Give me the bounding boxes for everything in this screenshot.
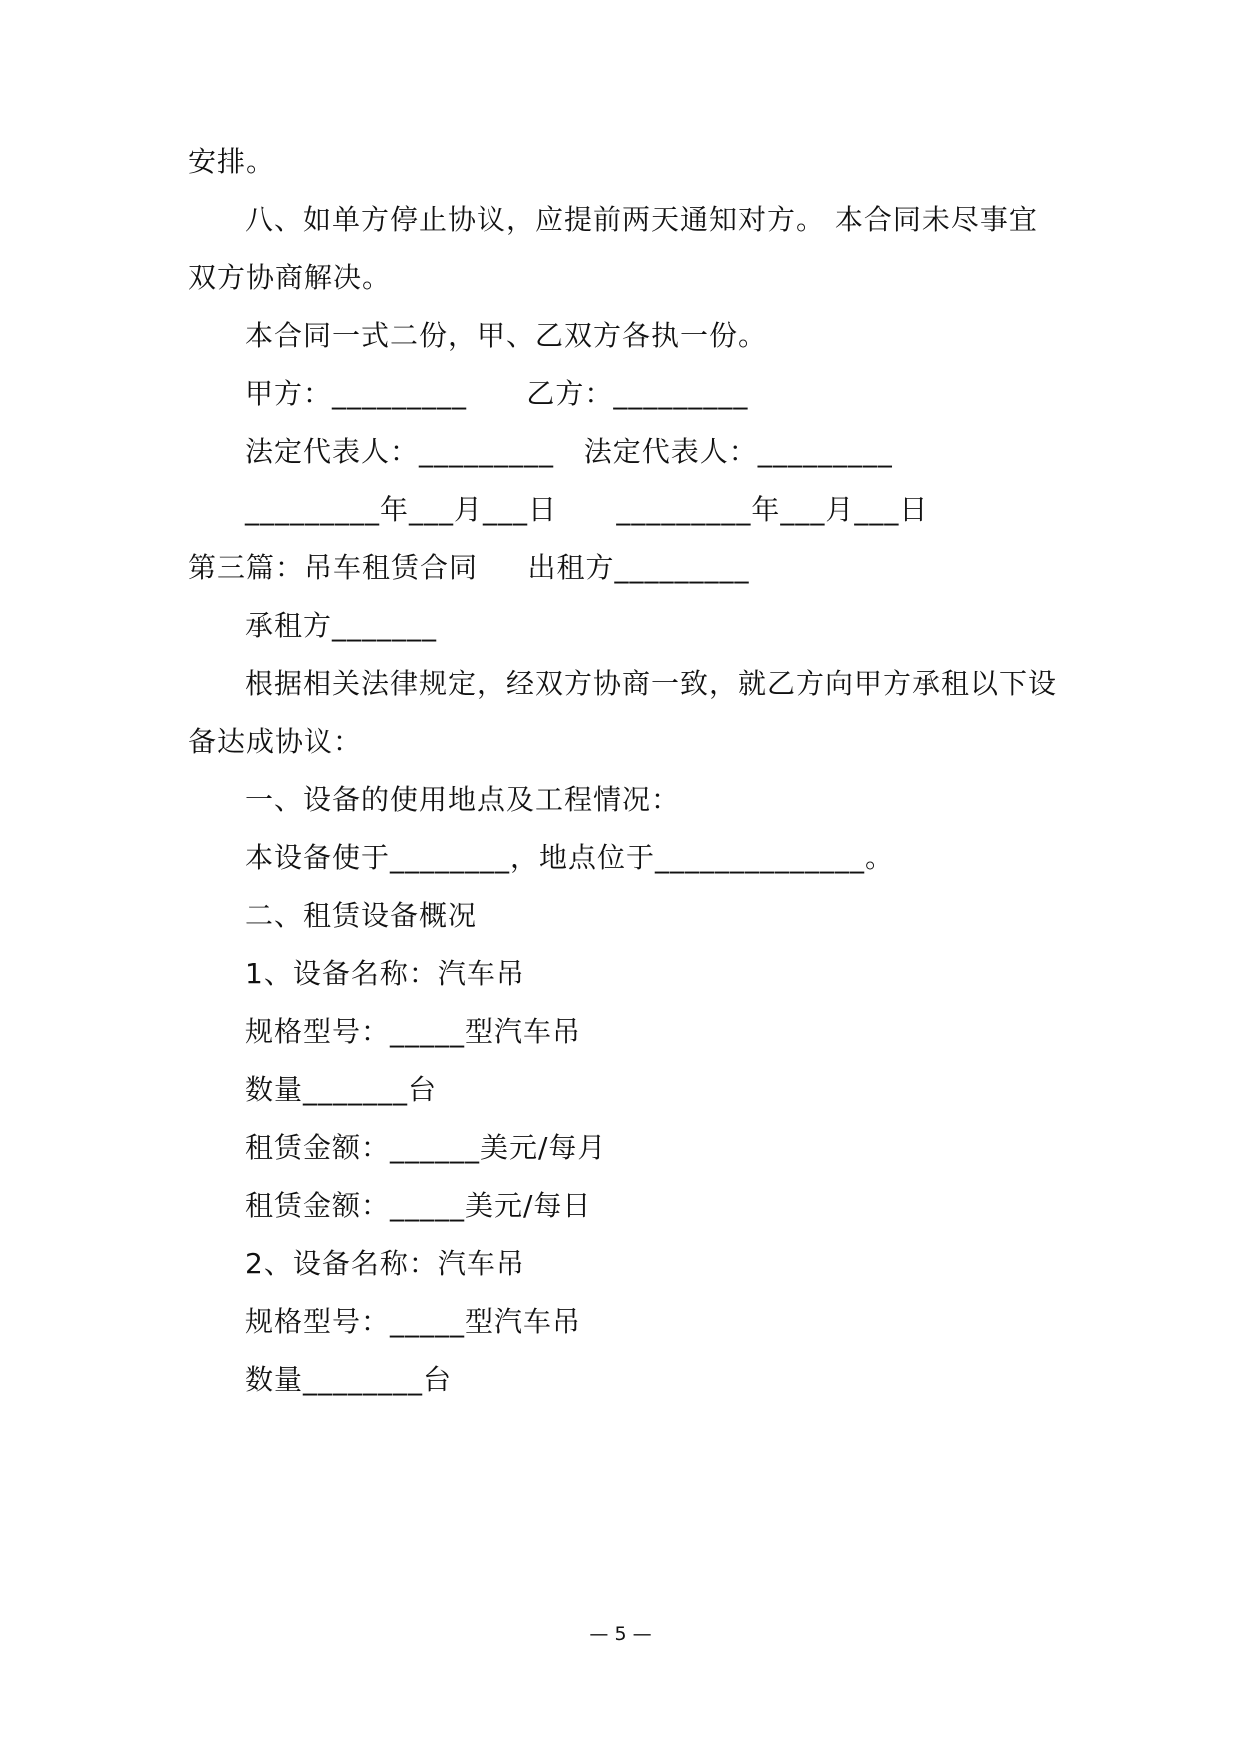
clause-two-heading: 二、租赁设备概况 <box>245 899 478 932</box>
equipment-1-model: 规格型号：_____型汽车吊 <box>245 1015 582 1048</box>
clause-eight-line: 八、如单方停止协议，应提前两天通知对方。 本合同未尽事宜 <box>245 203 1038 236</box>
agreement-intro-line: 根据相关法律规定，经双方协商一致，就乙方向甲方承租以下设 <box>245 667 1058 700</box>
parties-signature-line: 甲方：_________ 乙方：_________ <box>245 377 749 410</box>
date-line: _________年___月___日 _________年___月___日 <box>245 493 929 526</box>
copies-line: 本合同一式二份，甲、乙双方各执一份。 <box>245 319 768 352</box>
equipment-1-quantity: 数量_______台 <box>245 1073 438 1106</box>
legal-representative-line: 法定代表人：_________ 法定代表人：_________ <box>245 435 893 468</box>
equipment-2-name: 2、设备名称：汽车吊 <box>245 1247 525 1280</box>
text-line: 双方协商解决。 <box>188 261 392 294</box>
text-line: 备达成协议： <box>188 725 363 758</box>
equipment-2-quantity: 数量________台 <box>245 1363 453 1396</box>
equipment-1-name: 1、设备名称：汽车吊 <box>245 957 525 990</box>
usage-location-line: 本设备使于________，地点位于______________。 <box>245 841 895 874</box>
page-number: — 5 — <box>589 1623 652 1645</box>
equipment-1-monthly-rent: 租赁金额：______美元/每月 <box>245 1131 607 1164</box>
lessee-line: 承租方_______ <box>245 609 438 642</box>
equipment-1-daily-rent: 租赁金额：_____美元/每日 <box>245 1189 592 1222</box>
clause-one-heading: 一、设备的使用地点及工程情况： <box>245 783 681 816</box>
equipment-2-model: 规格型号：_____型汽车吊 <box>245 1305 582 1338</box>
section-heading: 第三篇：吊车租赁合同 出租方_________ <box>188 551 750 584</box>
text-line: 安排。 <box>188 145 276 178</box>
